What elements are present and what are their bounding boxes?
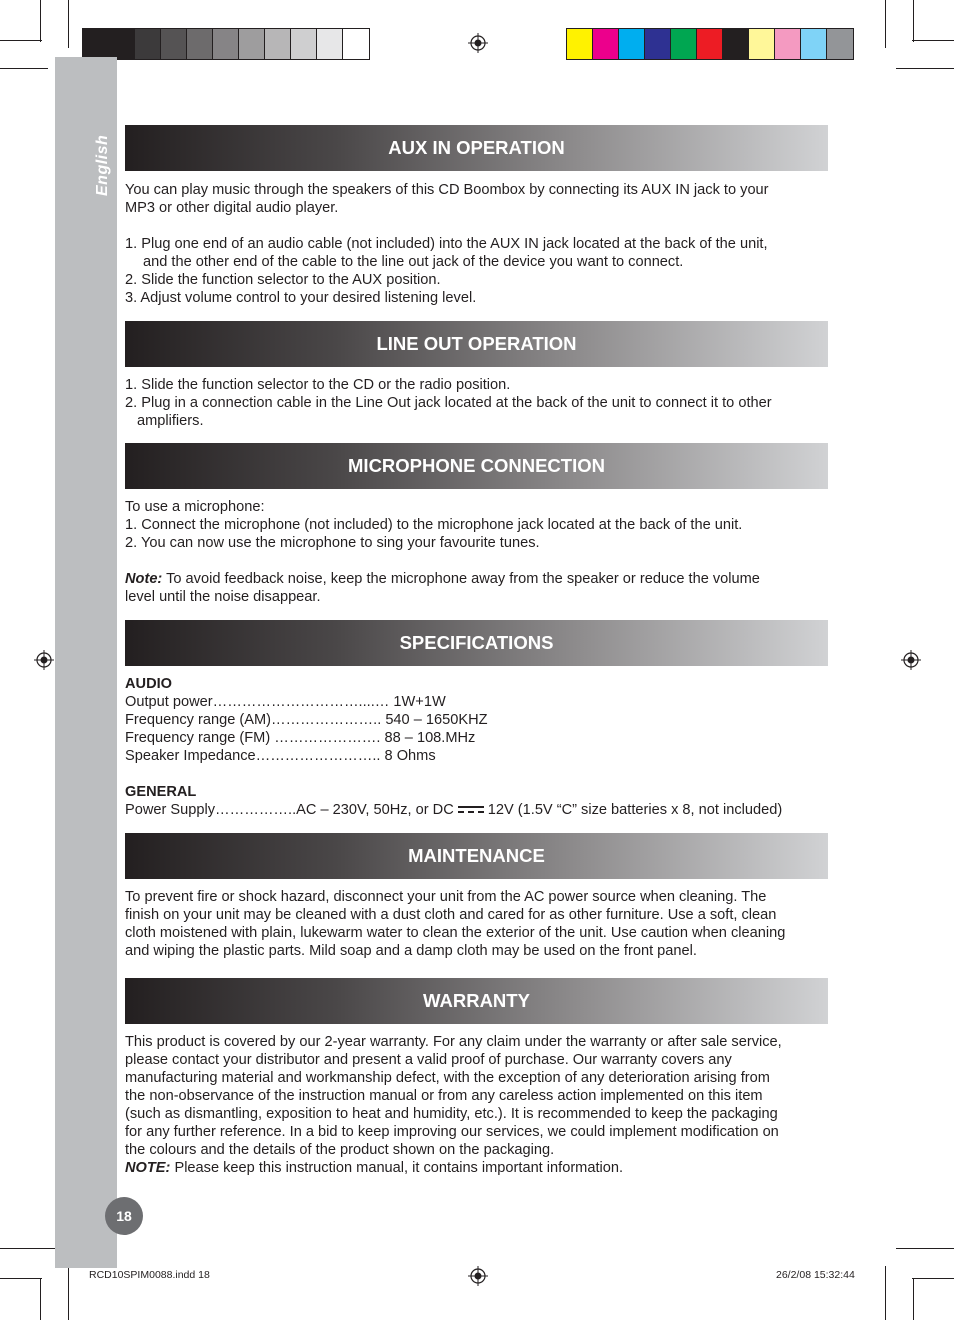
section-header-maintenance: MAINTENANCE <box>125 833 828 879</box>
footer-file-name: RCD10SPIM0088.indd 18 <box>89 1269 210 1281</box>
crop-mark <box>68 0 69 48</box>
color-swatch <box>671 29 697 59</box>
crop-mark <box>0 40 42 41</box>
microphone-body: To use a microphone: 1. Connect the microphone (not included) to the microphone jack located at the back of the unit. 2. You can now use the microphone to sing your favourite tunes. Note: To avoid feedback noise, keep the microphone away from the speaker or reduce the volume level until the noise disappear. <box>125 498 830 606</box>
color-swatch <box>109 29 135 59</box>
section-header-line-out: LINE OUT OPERATION <box>125 321 828 367</box>
registration-mark-icon <box>468 1266 488 1286</box>
color-swatch <box>827 29 853 59</box>
color-swatch <box>135 29 161 59</box>
maintenance-body: To prevent fire or shock hazard, disconnect your unit from the AC power source when cleaning. The finish on your unit may be cleaned with a dust cloth and cared for as other furniture. Use a soft, clean cloth moistened with plain, lukewarm water to clean the exterior of the unit. Use caution when cleaning and wiping the plastic parts. Mild soap and a damp cloth may be used on the front panel. <box>125 889 786 959</box>
power-supply-line: Power Supply……………..AC – 230V, 50Hz, or DC 12V (1.5V “C” size batteries x 8, not included) <box>125 802 783 818</box>
process-color-bar <box>566 28 854 60</box>
grayscale-color-bar <box>82 28 370 60</box>
color-swatch <box>213 29 239 59</box>
crop-mark <box>40 0 41 42</box>
aux-in-body: You can play music through the speakers of this CD Boombox by connecting its AUX IN jack to your MP3 or other digital audio player. 1. Plug one end of an audio cable (not included) into the AUX IN jack located at the back of the unit, and the other end of the cable to the line out jack of the device you want to connect. 2. Slide the function selector to the AUX position. 3. Adjust volume control to your desired listening level. <box>125 182 769 306</box>
color-swatch <box>801 29 827 59</box>
crop-mark <box>68 1266 69 1320</box>
microphone-note: Note: To avoid feedback noise, keep the microphone away from the speaker or reduce the volume <box>125 571 760 587</box>
color-swatch <box>83 29 109 59</box>
line-out-body: 1. Slide the function selector to the CD or the radio position. 2. Plug in a connection cable in the Line Out jack located at the back of the unit to connect it to other amplifiers. <box>125 377 772 429</box>
crop-mark <box>912 40 954 41</box>
language-tab <box>88 128 118 198</box>
section-header-specifications: SPECIFICATIONS <box>125 620 828 666</box>
registration-mark-icon <box>901 650 921 670</box>
color-swatch <box>593 29 619 59</box>
color-swatch <box>317 29 343 59</box>
specifications-body: AUDIO Output power…………………………....… 1W+1W Frequency range (AM)………………….. 540 – 1650KHZ Frequency range (FM) …………………. 88 – 108.MHz Speaker Impedance…………………….. 8 Ohms GENERAL Power Supply……………..AC – 230V, 50Hz, or DC 12V (1.5V “C” size batteries x 8, not included) <box>125 675 830 819</box>
language-label: English <box>94 134 111 196</box>
crop-mark <box>896 1248 954 1249</box>
color-swatch <box>749 29 775 59</box>
color-swatch <box>567 29 593 59</box>
dc-symbol-icon <box>458 805 484 815</box>
crop-mark <box>885 1266 886 1320</box>
warranty-body: This product is covered by our 2-year warranty. For any claim under the warranty or after sale service, please contact your distributor and present a valid proof of purchase. Our warranty covers any manufacturing material and workmanship defect, with the exception of any deterioration arising from the non-observance of the instruction manual or from any careless action implemented on this item (such as dismantling, exposition to heat and humidity, etc.). It is recommended to keep the packaging for any further reference. In a bid to keep improving our services, we could implement modification on the colours and the details of the product shown on the packaging. NOTE: Please keep this instruction manual, it contains important information. <box>125 1033 830 1177</box>
color-swatch <box>239 29 265 59</box>
crop-mark <box>0 1278 42 1279</box>
color-swatch <box>619 29 645 59</box>
registration-mark-icon <box>34 650 54 670</box>
crop-mark <box>0 68 48 69</box>
crop-mark <box>885 0 886 48</box>
color-swatch <box>723 29 749 59</box>
registration-mark-icon <box>468 33 488 53</box>
crop-mark <box>40 1278 41 1320</box>
section-header-microphone: MICROPHONE CONNECTION <box>125 443 828 489</box>
warranty-note: NOTE: Please keep this instruction manual, it contains important information. <box>125 1160 624 1176</box>
crop-mark <box>912 1278 954 1279</box>
color-swatch <box>697 29 723 59</box>
color-swatch <box>645 29 671 59</box>
page-sidebar <box>55 57 117 1268</box>
color-swatch <box>343 29 369 59</box>
page-number-badge: 18 <box>105 1197 143 1235</box>
section-header-aux-in: AUX IN OPERATION <box>125 125 828 171</box>
section-header-warranty: WARRANTY <box>125 978 828 1024</box>
color-swatch <box>265 29 291 59</box>
color-swatch <box>775 29 801 59</box>
color-swatch <box>291 29 317 59</box>
crop-mark <box>913 0 914 42</box>
crop-mark <box>896 68 954 69</box>
crop-mark <box>913 1278 914 1320</box>
crop-mark <box>0 1248 58 1249</box>
color-swatch <box>161 29 187 59</box>
footer-timestamp: 26/2/08 15:32:44 <box>776 1269 855 1281</box>
color-swatch <box>187 29 213 59</box>
